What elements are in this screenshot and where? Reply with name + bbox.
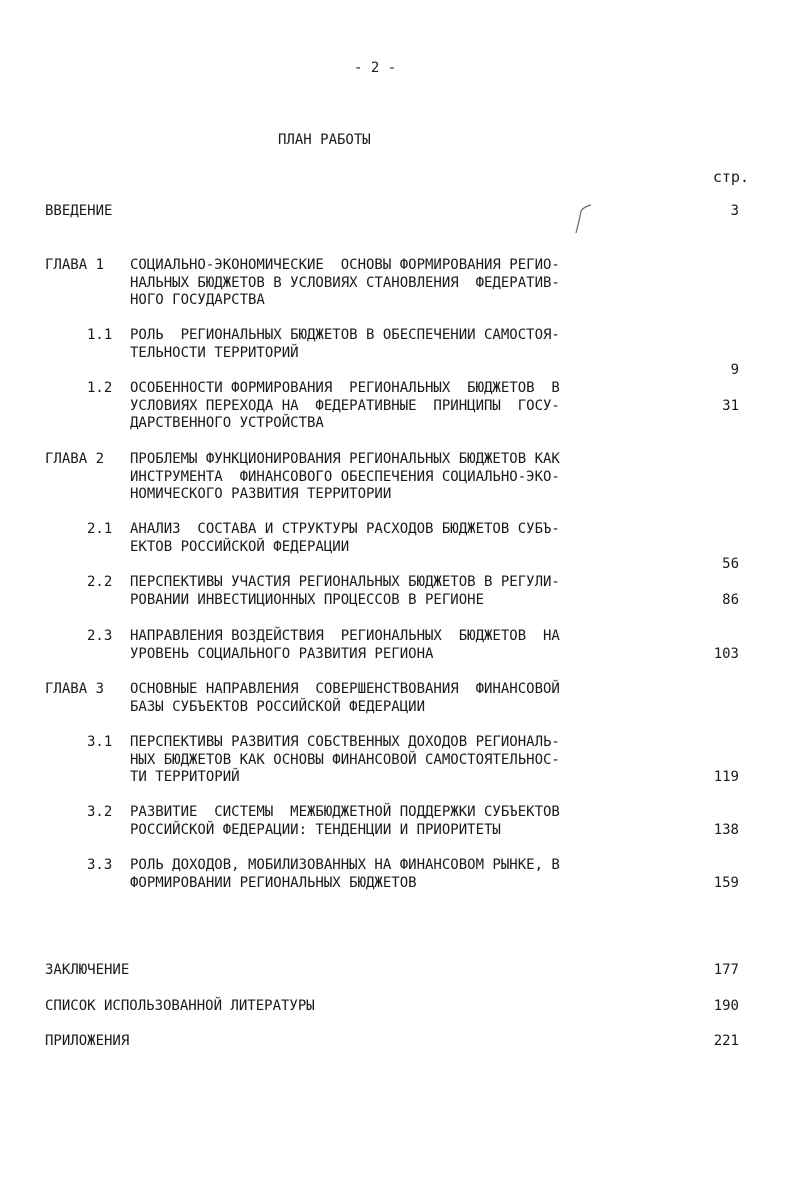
toc-entry-title-line: РОВАНИИ ИНВЕСТИЦИОННЫХ ПРОЦЕССОВ В РЕГИОНЕ bbox=[130, 591, 485, 608]
toc-entry-label: СПИСОК ИСПОЛЬЗОВАННОЙ ЛИТЕРАТУРЫ bbox=[45, 998, 315, 1014]
toc-entry-title-line: НОМИЧЕСКОГО РАЗВИТИЯ ТЕРРИТОРИИ bbox=[130, 486, 392, 502]
toc-entry-page: 190 bbox=[713, 998, 739, 1014]
toc-entry-label: 3.3 bbox=[87, 857, 113, 873]
toc-entry-title-line: СОЦИАЛЬНО-ЭКОНОМИЧЕСКИЕ ОСНОВЫ ФОРМИРОВАНИЯ РЕГИО- bbox=[130, 257, 560, 273]
toc-entry-title-line: РОЛЬ РЕГИОНАЛЬНЫХ БЮДЖЕТОВ В ОБЕСПЕЧЕНИИ САМОСТОЯ- bbox=[130, 327, 560, 343]
toc-entry-page: 3 bbox=[730, 203, 739, 219]
page-column-header: стр. bbox=[712, 168, 749, 186]
toc-entry-title-line: ПРОБЛЕМЫ ФУНКЦИОНИРОВАНИЯ РЕГИОНАЛЬНЫХ БЮДЖЕТОВ КАК bbox=[130, 451, 560, 467]
toc-entry-title-line: ДАРСТВЕННОГО УСТРОЙСТВА bbox=[130, 415, 324, 431]
toc-entry-title-line: РАЗВИТИЕ СИСТЕМЫ МЕЖБЮДЖЕТНОЙ ПОДДЕРЖКИ СУБЪЕКТОВ bbox=[130, 804, 560, 820]
toc-entry-title-line: ФОРМИРОВАНИИ РЕГИОНАЛЬНЫХ БЮДЖЕТОВ bbox=[130, 874, 417, 891]
toc-entry-page: 9 bbox=[730, 362, 739, 378]
toc-entry-title bbox=[130, 628, 676, 663]
plan-title: ПЛАН РАБОТЫ bbox=[278, 132, 371, 148]
toc-entry-label: 1.1 bbox=[87, 327, 113, 343]
toc-entry-label: 3.1 bbox=[87, 734, 113, 750]
toc-entry-label: 3.2 bbox=[87, 804, 113, 820]
toc-entry-title bbox=[130, 380, 676, 433]
toc-entry-page: 31 bbox=[722, 397, 739, 414]
toc-entry-label: 2.1 bbox=[87, 521, 113, 537]
toc-entry-page: 138 bbox=[713, 821, 739, 838]
toc-entry-title bbox=[130, 451, 676, 504]
toc-entry-title-line: АНАЛИЗ СОСТАВА И СТРУКТУРЫ РАСХОДОВ БЮДЖЕТОВ СУБЪ- bbox=[130, 521, 560, 537]
toc-entry-title bbox=[130, 257, 676, 310]
toc-entry-title-line: БАЗЫ СУБЪЕКТОВ РОССИЙСКОЙ ФЕДЕРАЦИИ bbox=[130, 698, 426, 715]
toc-entry-title bbox=[130, 327, 676, 362]
toc-entry-title-line: ОСНОВНЫЕ НАПРАВЛЕНИЯ СОВЕРШЕНСТВОВАНИЯ ФИНАНСОВОЙ bbox=[130, 681, 560, 697]
toc-entry-page: 119 bbox=[713, 769, 739, 785]
toc-entry-page: 86 bbox=[722, 591, 739, 608]
toc-entry-page: 221 bbox=[713, 1033, 739, 1049]
toc-entry-title-line: НАПРАВЛЕНИЯ ВОЗДЕЙСТВИЯ РЕГИОНАЛЬНЫХ БЮДЖЕТОВ НА bbox=[130, 628, 560, 644]
toc-entry-title-line: НАЛЬНЫХ БЮДЖЕТОВ В УСЛОВИЯХ СТАНОВЛЕНИЯ ФЕДЕРАТИВ- bbox=[130, 274, 560, 291]
toc-entry-title bbox=[130, 734, 676, 787]
toc-entry-title-line: ИНСТРУМЕНТА ФИНАНСОВОГО ОБЕСПЕЧЕНИЯ СОЦИАЛЬНО-ЭКО- bbox=[130, 468, 560, 485]
toc-entry-title-line: УРОВЕНЬ СОЦИАЛЬНОГО РАЗВИТИЯ РЕГИОНА bbox=[130, 645, 434, 662]
toc-entry-label: 2.2 bbox=[87, 574, 113, 590]
toc-entry-title bbox=[130, 857, 676, 892]
toc-entry-label: ГЛАВА 1 bbox=[45, 257, 105, 273]
toc-entry-title bbox=[130, 574, 676, 609]
page-number: - 2 - bbox=[354, 60, 397, 76]
toc-entry-page: 177 bbox=[713, 962, 739, 978]
toc-entry-title-line: РОССИЙСКОЙ ФЕДЕРАЦИИ: ТЕНДЕНЦИИ И ПРИОРИТЕТЫ bbox=[130, 821, 501, 838]
toc-entry-page: 159 bbox=[713, 874, 739, 891]
toc-entry-title-line: ПЕРСПЕКТИВЫ РАЗВИТИЯ СОБСТВЕННЫХ ДОХОДОВ РЕГИОНАЛЬ- bbox=[130, 734, 560, 750]
toc-entry-title-line: ТЕЛЬНОСТИ ТЕРРИТОРИЙ bbox=[130, 344, 299, 361]
toc-entry-label: 2.3 bbox=[87, 628, 113, 644]
toc-entry-title bbox=[130, 681, 676, 716]
toc-entry-title-line: ОСОБЕННОСТИ ФОРМИРОВАНИЯ РЕГИОНАЛЬНЫХ БЮДЖЕТОВ В bbox=[130, 380, 560, 396]
toc-entry-title bbox=[130, 804, 676, 839]
toc-entry-label: 1.2 bbox=[87, 380, 113, 396]
toc-entry-title-line: УСЛОВИЯХ ПЕРЕХОДА НА ФЕДЕРАТИВНЫЕ ПРИНЦИПЫ ГОСУ- bbox=[130, 397, 560, 414]
toc-entry-page: 103 bbox=[713, 645, 739, 662]
toc-entry-label: ГЛАВА 2 bbox=[45, 451, 105, 467]
toc-entry-title-line: ЕКТОВ РОССИЙСКОЙ ФЕДЕРАЦИИ bbox=[130, 538, 350, 555]
toc-entry-title-line: НЫХ БЮДЖЕТОВ КАК ОСНОВЫ ФИНАНСОВОЙ САМОСТОЯТЕЛЬНОС- bbox=[130, 751, 560, 768]
toc-entry-label: ЗАКЛЮЧЕНИЕ bbox=[45, 962, 130, 978]
toc-entry-title-line: РОЛЬ ДОХОДОВ, МОБИЛИЗОВАННЫХ НА ФИНАНСОВОМ РЫНКЕ, В bbox=[130, 857, 560, 873]
toc-entry-label: ПРИЛОЖЕНИЯ bbox=[45, 1033, 130, 1049]
toc-entry-title-line: ПЕРСПЕКТИВЫ УЧАСТИЯ РЕГИОНАЛЬНЫХ БЮДЖЕТОВ В РЕГУЛИ- bbox=[130, 574, 560, 590]
toc-entry-title bbox=[130, 521, 676, 556]
toc-entry-title-line: НОГО ГОСУДАРСТВА bbox=[130, 292, 265, 308]
toc-entry-page: 56 bbox=[722, 556, 739, 572]
toc-entry-label: ГЛАВА 3 bbox=[45, 681, 105, 697]
toc-entry-label: ВВЕДЕНИЕ bbox=[45, 203, 113, 219]
toc-entry-title-line: ТИ ТЕРРИТОРИЙ bbox=[130, 769, 240, 785]
pencil-tick-mark bbox=[572, 203, 594, 235]
